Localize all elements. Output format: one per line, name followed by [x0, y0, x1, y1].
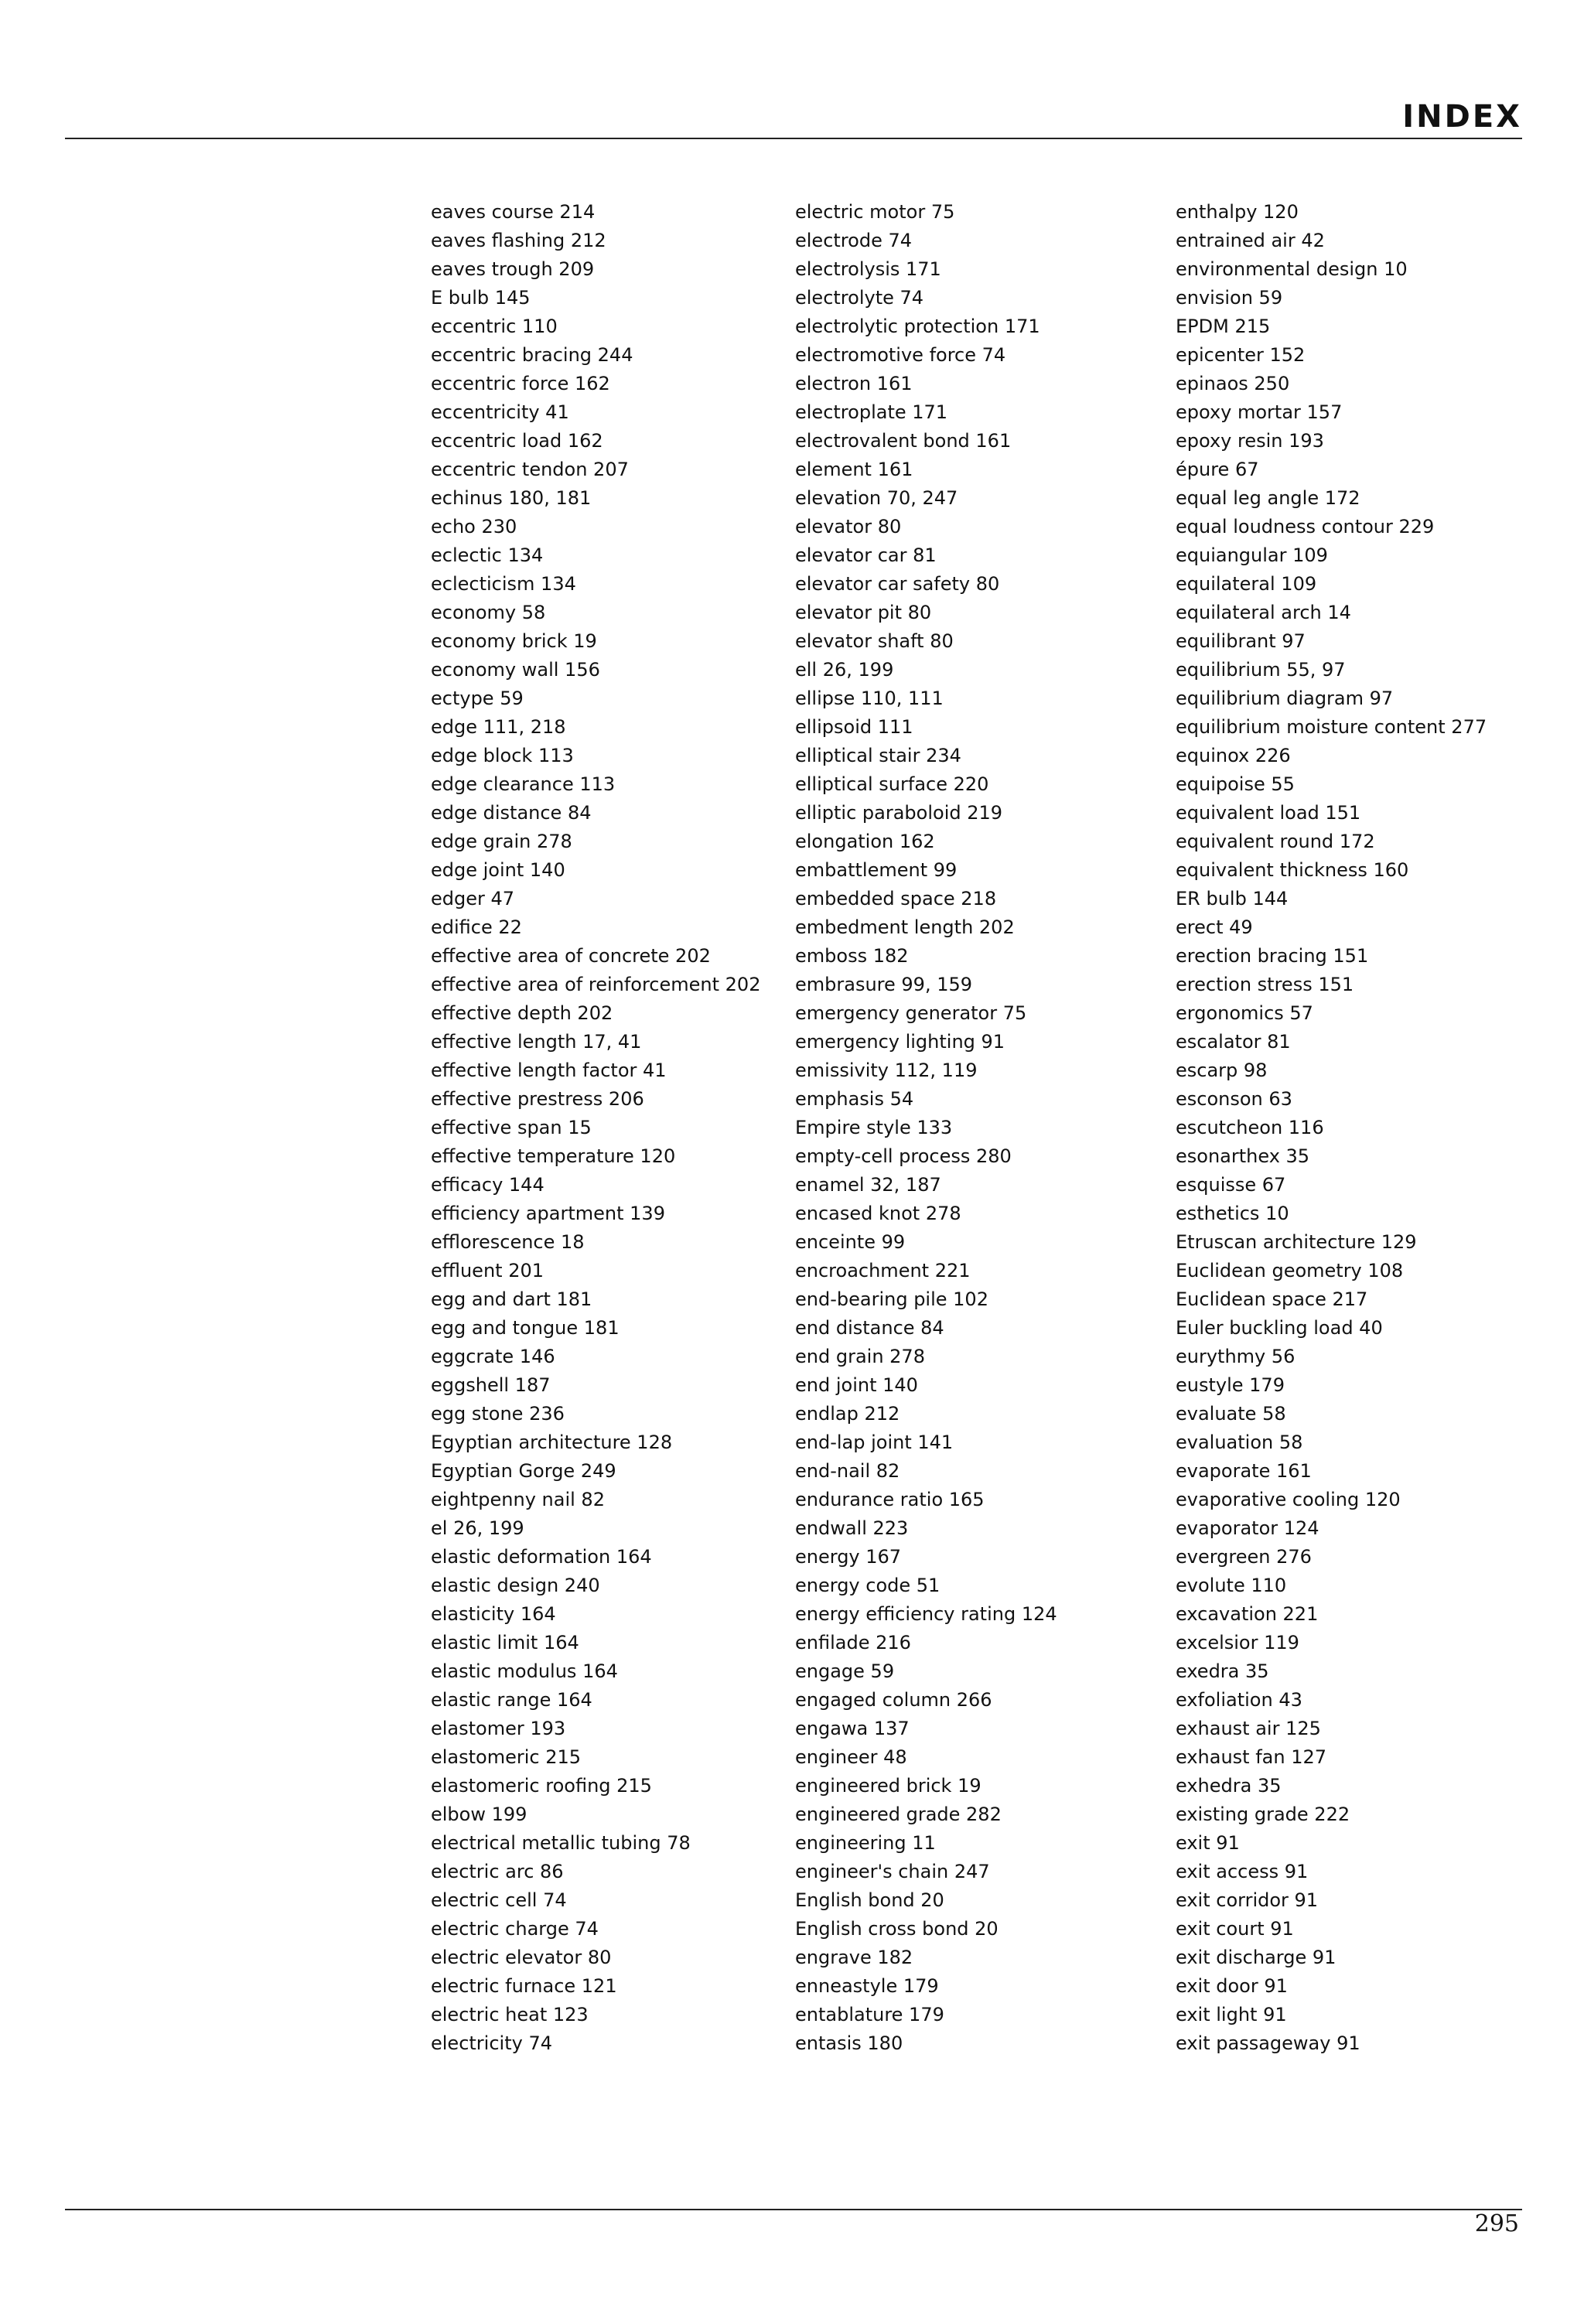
index-entry: endurance ratio 165	[795, 1489, 985, 1510]
index-entry: esonarthex 35	[1176, 1145, 1310, 1167]
index-entry: encroachment 221	[795, 1260, 971, 1281]
index-entry: elastic modulus 164	[431, 1660, 618, 1682]
index-entry: excelsior 119	[1176, 1632, 1299, 1653]
index-entry: electric heat 123	[431, 2004, 589, 2025]
index-entry: egg and dart 181	[431, 1288, 592, 1310]
index-entry: end-bearing pile 102	[795, 1288, 988, 1310]
index-entry: entrained air 42	[1176, 230, 1325, 251]
index-entry: equilibrium diagram 97	[1176, 688, 1394, 709]
index-entry: elliptic paraboloid 219	[795, 802, 1003, 824]
index-entry: engawa 137	[795, 1718, 910, 1739]
index-entry: engage 59	[795, 1660, 895, 1682]
index-entry: elastic limit 164	[431, 1632, 579, 1653]
index-entry: egg and tongue 181	[431, 1317, 620, 1339]
index-entry: elevator shaft 80	[795, 630, 954, 652]
index-entry: efficiency apartment 139	[431, 1203, 665, 1224]
index-entry: edge joint 140	[431, 859, 565, 881]
index-entry: escalator 81	[1176, 1031, 1291, 1053]
index-entry: effective prestress 206	[431, 1088, 644, 1110]
index-entry: E bulb 145	[431, 287, 531, 309]
index-entry: exit 91	[1176, 1832, 1240, 1854]
index-entry: enneastyle 179	[795, 1975, 939, 1997]
index-entry: edge distance 84	[431, 802, 592, 824]
index-entry: edge 111, 218	[431, 716, 566, 738]
index-entry: erection bracing 151	[1176, 945, 1369, 967]
index-entry: electric arc 86	[431, 1861, 564, 1882]
index-entry: epoxy resin 193	[1176, 430, 1324, 452]
index-entry: electricity 74	[431, 2032, 552, 2054]
index-entry: effective area of concrete 202	[431, 945, 711, 967]
index-entry: esconson 63	[1176, 1088, 1292, 1110]
index-entry: emergency lighting 91	[795, 1031, 1005, 1053]
index-entry: echo 230	[431, 516, 517, 537]
index-entry: embedment length 202	[795, 916, 1015, 938]
index-entry: environmental design 10	[1176, 258, 1408, 280]
index-entry: electric motor 75	[795, 201, 955, 223]
index-entry: embattlement 99	[795, 859, 958, 881]
index-entry: equinox 226	[1176, 745, 1291, 766]
index-entry: edge grain 278	[431, 831, 572, 852]
index-entry: elliptical stair 234	[795, 745, 961, 766]
index-entry: eclectic 134	[431, 544, 544, 566]
index-entry: Etruscan architecture 129	[1176, 1231, 1417, 1253]
index-entry: edger 47	[431, 888, 515, 909]
index-entry: energy efficiency rating 124	[795, 1603, 1057, 1625]
index-entry: end-lap joint 141	[795, 1432, 954, 1453]
index-entry: ectype 59	[431, 688, 524, 709]
index-entry: edge clearance 113	[431, 773, 616, 795]
index-entry: evaporate 161	[1176, 1460, 1312, 1482]
index-column-3	[1176, 198, 1487, 2058]
index-entry: edge block 113	[431, 745, 574, 766]
index-entry: enceinte 99	[795, 1231, 906, 1253]
index-entry: ellipse 110, 111	[795, 688, 944, 709]
index-entry: end-nail 82	[795, 1460, 900, 1482]
index-entry: electric cell 74	[431, 1889, 567, 1911]
index-entry: equivalent load 151	[1176, 802, 1361, 824]
index-entry: endwall 223	[795, 1517, 909, 1539]
index-entry: electrovalent bond 161	[795, 430, 1012, 452]
index-entry: end grain 278	[795, 1346, 925, 1367]
index-entry: eurythmy 56	[1176, 1346, 1296, 1367]
page-number: 295	[1474, 2210, 1519, 2237]
index-entry: entablature 179	[795, 2004, 944, 2025]
index-entry: eccentricity 41	[431, 401, 569, 423]
index-entry: Egyptian architecture 128	[431, 1432, 673, 1453]
index-entry: erect 49	[1176, 916, 1253, 938]
index-entry: engaged column 266	[795, 1689, 992, 1711]
index-entry: engineering 11	[795, 1832, 936, 1854]
index-entry: eaves flashing 212	[431, 230, 606, 251]
index-entry: elbow 199	[431, 1804, 527, 1825]
index-entry: evaporative cooling 120	[1176, 1489, 1401, 1510]
index-entry: eaves course 214	[431, 201, 596, 223]
index-entry: electrolysis 171	[795, 258, 941, 280]
index-entry: exit discharge 91	[1176, 1947, 1336, 1968]
index-entry: egg stone 236	[431, 1403, 565, 1425]
index-entry: efficacy 144	[431, 1174, 544, 1196]
index-entry: embedded space 218	[795, 888, 997, 909]
index-entry: electromotive force 74	[795, 344, 1006, 366]
index-entry: evaluation 58	[1176, 1432, 1303, 1453]
header-rule	[65, 138, 1522, 139]
index-entry: eightpenny nail 82	[431, 1489, 605, 1510]
index-entry: eccentric 110	[431, 316, 558, 337]
index-entry: engineered brick 19	[795, 1775, 981, 1797]
index-entry: eggshell 187	[431, 1374, 551, 1396]
index-entry: element 161	[795, 459, 913, 480]
index-entry: elastic deformation 164	[431, 1546, 652, 1568]
index-entry: enthalpy 120	[1176, 201, 1299, 223]
index-entry: economy 58	[431, 602, 546, 623]
index-entry: engrave 182	[795, 1947, 913, 1968]
index-entry: elevator car 81	[795, 544, 937, 566]
index-entry: electrolytic protection 171	[795, 316, 1040, 337]
index-entry: escutcheon 116	[1176, 1117, 1324, 1138]
index-entry: eclecticism 134	[431, 573, 576, 595]
index-entry: electric charge 74	[431, 1918, 599, 1940]
index-entry: equilibrium 55, 97	[1176, 659, 1346, 681]
index-entry: electric elevator 80	[431, 1947, 612, 1968]
index-entry: echinus 180, 181	[431, 487, 592, 509]
index-entry: elasticity 164	[431, 1603, 556, 1625]
index-entry: electric furnace 121	[431, 1975, 617, 1997]
index-entry: épure 67	[1176, 459, 1259, 480]
index-entry: equiangular 109	[1176, 544, 1328, 566]
index-entry: Euclidean geometry 108	[1176, 1260, 1404, 1281]
index-entry: electroplate 171	[795, 401, 948, 423]
index-entry: Egyptian Gorge 249	[431, 1460, 616, 1482]
index-entry: equilibrium moisture content 277	[1176, 716, 1487, 738]
index-entry: engineer 48	[795, 1746, 907, 1768]
index-entry: encased knot 278	[795, 1203, 961, 1224]
index-entry: elastomer 193	[431, 1718, 566, 1739]
index-entry: electrical metallic tubing 78	[431, 1832, 691, 1854]
index-entry: engineered grade 282	[795, 1804, 1002, 1825]
index-entry: effective length factor 41	[431, 1060, 667, 1081]
index-entry: elliptical surface 220	[795, 773, 989, 795]
index-entry: Euler buckling load 40	[1176, 1317, 1383, 1339]
index-entry: end distance 84	[795, 1317, 944, 1339]
index-entry: eccentric tendon 207	[431, 459, 629, 480]
index-entry: equivalent thickness 160	[1176, 859, 1409, 881]
index-entry: ell 26, 199	[795, 659, 894, 681]
index-entry: enamel 32, 187	[795, 1174, 941, 1196]
index-entry: epicenter 152	[1176, 344, 1306, 366]
index-entry: equilateral arch 14	[1176, 602, 1351, 623]
index-entry: equilateral 109	[1176, 573, 1317, 595]
index-entry: energy code 51	[795, 1575, 940, 1596]
index-entry: evergreen 276	[1176, 1546, 1312, 1568]
index-entry: eustyle 179	[1176, 1374, 1285, 1396]
index-entry: eccentric load 162	[431, 430, 603, 452]
index-entry: emboss 182	[795, 945, 909, 967]
index-entry: equal loudness contour 229	[1176, 516, 1435, 537]
index-entry: exit access 91	[1176, 1861, 1309, 1882]
index-entry: el 26, 199	[431, 1517, 524, 1539]
index-entry: evaluate 58	[1176, 1403, 1286, 1425]
index-entry: exhedra 35	[1176, 1775, 1282, 1797]
index-entry: exhaust air 125	[1176, 1718, 1321, 1739]
index-entry: economy brick 19	[431, 630, 597, 652]
index-entry: effective depth 202	[431, 1002, 613, 1024]
index-entry: erection stress 151	[1176, 974, 1354, 995]
index-entry: elongation 162	[795, 831, 935, 852]
index-entry: epoxy mortar 157	[1176, 401, 1343, 423]
index-entry: effective area of reinforcement 202	[431, 974, 761, 995]
index-entry: emissivity 112, 119	[795, 1060, 978, 1081]
index-entry: elevator car safety 80	[795, 573, 1000, 595]
index-entry: emphasis 54	[795, 1088, 914, 1110]
index-entry: exit light 91	[1176, 2004, 1287, 2025]
index-entry: emergency generator 75	[795, 1002, 1027, 1024]
index-entry: electrode 74	[795, 230, 912, 251]
index-entry: embrasure 99, 159	[795, 974, 973, 995]
index-entry: esquisse 67	[1176, 1174, 1286, 1196]
index-entry: exit corridor 91	[1176, 1889, 1319, 1911]
index-entry: elastomeric 215	[431, 1746, 582, 1768]
index-entry: effective span 15	[431, 1117, 592, 1138]
index-entry: equipoise 55	[1176, 773, 1295, 795]
index-entry: electrolyte 74	[795, 287, 924, 309]
index-entry: elastic range 164	[431, 1689, 592, 1711]
index-entry: eccentric force 162	[431, 373, 610, 394]
index-entry: EPDM 215	[1176, 316, 1271, 337]
index-entry: exedra 35	[1176, 1660, 1269, 1682]
index-column-2	[795, 198, 1057, 2058]
index-entry: esthetics 10	[1176, 1203, 1289, 1224]
index-entry: effluent 201	[431, 1260, 544, 1281]
index-entry: electron 161	[795, 373, 913, 394]
index-entry: eccentric bracing 244	[431, 344, 633, 366]
index-entry: endlap 212	[795, 1403, 900, 1425]
index-entry: exit passageway 91	[1176, 2032, 1360, 2054]
index-entry: English cross bond 20	[795, 1918, 999, 1940]
index-entry: efflorescence 18	[431, 1231, 585, 1253]
index-entry: existing grade 222	[1176, 1804, 1350, 1825]
index-entry: exit court 91	[1176, 1918, 1294, 1940]
index-entry: excavation 221	[1176, 1603, 1319, 1625]
index-entry: energy 167	[795, 1546, 902, 1568]
index-entry: exfoliation 43	[1176, 1689, 1302, 1711]
index-entry: epinaos 250	[1176, 373, 1290, 394]
index-entry: exhaust fan 127	[1176, 1746, 1327, 1768]
index-entry: edifice 22	[431, 916, 522, 938]
index-entry: equal leg angle 172	[1176, 487, 1360, 509]
index-entry: elastomeric roofing 215	[431, 1775, 652, 1797]
index-entry: elevator 80	[795, 516, 902, 537]
index-entry: evolute 110	[1176, 1575, 1287, 1596]
index-entry: envision 59	[1176, 287, 1283, 309]
index-entry: end joint 140	[795, 1374, 918, 1396]
index-entry: eaves trough 209	[431, 258, 595, 280]
page-header-title: INDEX	[1402, 99, 1522, 135]
index-entry: equivalent round 172	[1176, 831, 1375, 852]
index-entry: evaporator 124	[1176, 1517, 1319, 1539]
index-entry: effective temperature 120	[431, 1145, 676, 1167]
index-entry: escarp 98	[1176, 1060, 1268, 1081]
index-column-1	[431, 198, 760, 2058]
index-entry: exit door 91	[1176, 1975, 1288, 1997]
index-entry: elevator pit 80	[795, 602, 932, 623]
index-entry: ellipsoid 111	[795, 716, 913, 738]
index-entry: elastic design 240	[431, 1575, 600, 1596]
index-entry: equilibrant 97	[1176, 630, 1306, 652]
index-entry: engineer's chain 247	[795, 1861, 990, 1882]
index-entry: effective length 17, 41	[431, 1031, 642, 1053]
index-entry: Empire style 133	[795, 1117, 953, 1138]
index-entry: empty-cell process 280	[795, 1145, 1012, 1167]
index-entry: English bond 20	[795, 1889, 944, 1911]
index-entry: ergonomics 57	[1176, 1002, 1313, 1024]
index-entry: enfilade 216	[795, 1632, 911, 1653]
index-entry: ER bulb 144	[1176, 888, 1289, 909]
index-entry: entasis 180	[795, 2032, 903, 2054]
index-entry: economy wall 156	[431, 659, 600, 681]
index-entry: Euclidean space 217	[1176, 1288, 1368, 1310]
footer-rule	[65, 2209, 1522, 2210]
index-entry: eggcrate 146	[431, 1346, 555, 1367]
index-entry: elevation 70, 247	[795, 487, 958, 509]
